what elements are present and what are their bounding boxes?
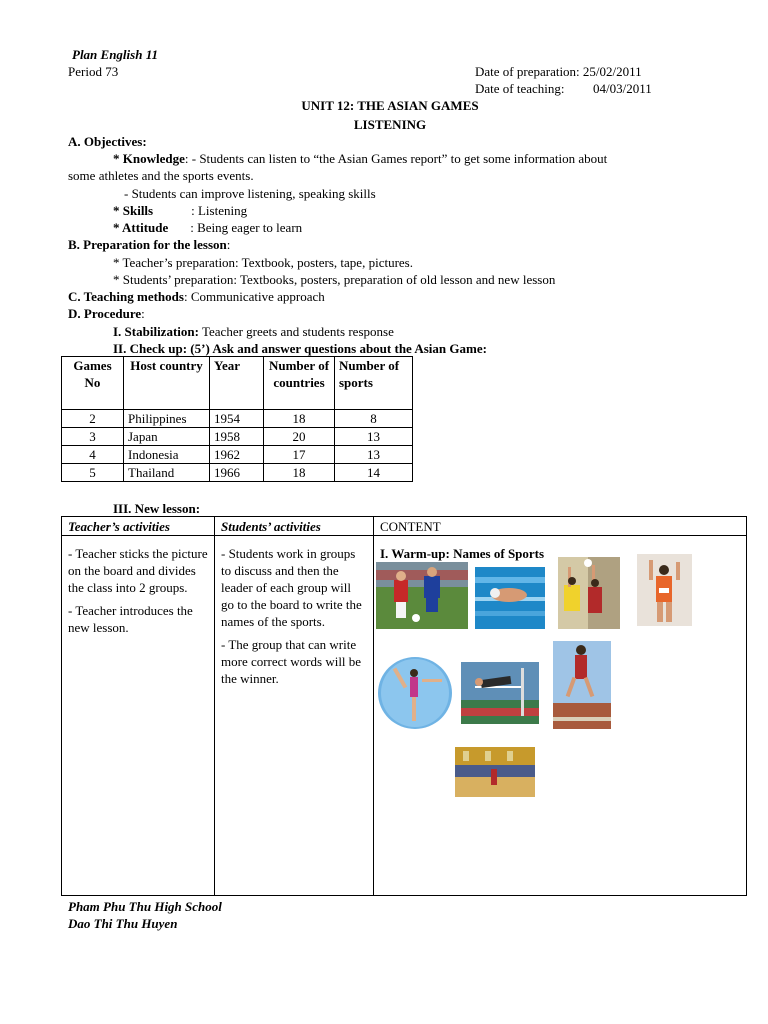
skills-line bbox=[113, 202, 247, 219]
student-activity: - The group that can write more correct words will be the winner. bbox=[221, 637, 362, 686]
table-row bbox=[62, 464, 413, 482]
long-jump-photo bbox=[553, 641, 611, 729]
high-jump-photo bbox=[461, 662, 539, 724]
countries-cell: 20 bbox=[264, 428, 335, 446]
stabilization-line bbox=[113, 323, 394, 340]
knowledge-line bbox=[113, 150, 607, 167]
host-country-cell: Philippines bbox=[124, 410, 210, 428]
swimming-photo bbox=[475, 567, 545, 629]
column-divider bbox=[373, 517, 374, 895]
teacher-activity: - Teacher introduces the new lesson. bbox=[68, 603, 193, 635]
gymnastics-photo bbox=[378, 657, 452, 729]
header-number-of-countries: Number of countries bbox=[264, 357, 335, 410]
attitude-label: * Attitude bbox=[113, 220, 169, 235]
column-divider bbox=[214, 517, 215, 895]
teaching-methods-line bbox=[68, 288, 325, 305]
date-of-teaching-label: Date of teaching: bbox=[475, 81, 565, 96]
students-activities-header: Students’ activities bbox=[221, 519, 321, 534]
sports-cell: 13 bbox=[335, 428, 413, 446]
students-preparation: * Students’ preparation: Textbooks, posters, preparation of old lesson and new lesson bbox=[113, 272, 556, 287]
header-year: Year bbox=[210, 357, 264, 410]
knowledge-label: * Knowledge bbox=[113, 151, 185, 166]
teacher-name: Dao Thi Thu Huyen bbox=[68, 916, 178, 931]
countries-cell: 17 bbox=[264, 446, 335, 464]
preparation-heading-line bbox=[68, 236, 230, 253]
attitude-line bbox=[113, 219, 302, 236]
stabilization-label: I. Stabilization: bbox=[113, 324, 199, 339]
year-cell: 1962 bbox=[210, 446, 264, 464]
table-row bbox=[62, 428, 413, 446]
content-header: CONTENT bbox=[380, 519, 441, 534]
table-header-row bbox=[62, 357, 413, 410]
header-number-of-sports: Number of sports bbox=[335, 357, 413, 410]
table-row bbox=[62, 446, 413, 464]
year-cell: 1958 bbox=[210, 428, 264, 446]
sports-cell: 13 bbox=[335, 446, 413, 464]
games-no-cell: 2 bbox=[62, 410, 124, 428]
procedure-heading: D. Procedure bbox=[68, 306, 142, 321]
preparation-heading-colon: : bbox=[226, 237, 231, 252]
lesson-subtitle: LISTENING bbox=[353, 117, 427, 132]
games-no-cell: 4 bbox=[62, 446, 124, 464]
knowledge-skills-improve: - Students can improve listening, speaking skills bbox=[124, 186, 376, 201]
knowledge-text-continued: some athletes and the sports events. bbox=[68, 168, 254, 183]
knowledge-text: : - Students can listen to “the Asian Games report” to get some information about bbox=[184, 151, 608, 166]
asian-games-table bbox=[61, 356, 413, 482]
new-lesson-heading: III. New lesson: bbox=[113, 501, 201, 516]
games-no-cell: 5 bbox=[62, 464, 124, 482]
skills-label: * Skills bbox=[113, 203, 154, 218]
arena-photo bbox=[455, 747, 535, 797]
warm-up-heading: I. Warm-up: Names of Sports bbox=[380, 546, 545, 561]
host-country-cell: Japan bbox=[124, 428, 210, 446]
teacher-activities-header: Teacher’s activities bbox=[68, 519, 170, 534]
header-games-no: Games No bbox=[62, 357, 124, 410]
preparation-heading: B. Preparation for the lesson bbox=[68, 237, 227, 252]
teacher-activities-cell bbox=[68, 545, 208, 642]
teaching-methods-text: : Communicative approach bbox=[183, 289, 325, 304]
volleyball-photo bbox=[558, 557, 620, 629]
countries-cell: 18 bbox=[264, 464, 335, 482]
sports-cell: 14 bbox=[335, 464, 413, 482]
host-country-cell: Thailand bbox=[124, 464, 210, 482]
countries-cell: 18 bbox=[264, 410, 335, 428]
procedure-heading-colon: : bbox=[141, 306, 145, 321]
procedure-heading-line bbox=[68, 305, 145, 322]
teaching-methods-heading: C. Teaching methods bbox=[68, 289, 184, 304]
football-photo bbox=[376, 562, 468, 629]
date-of-teaching-value: 04/03/2011 bbox=[593, 81, 652, 96]
games-no-cell: 3 bbox=[62, 428, 124, 446]
attitude-text: : Being eager to learn bbox=[190, 220, 303, 235]
student-activity: - Students work in groups to discuss and then the leader of each group will go to the board to write the names of the sports. bbox=[221, 546, 362, 629]
year-cell: 1954 bbox=[210, 410, 264, 428]
stabilization-text: Teacher greets and students response bbox=[198, 324, 394, 339]
table-row bbox=[62, 410, 413, 428]
skills-text: : Listening bbox=[191, 203, 248, 218]
year-cell: 1966 bbox=[210, 464, 264, 482]
sports-cell: 8 bbox=[335, 410, 413, 428]
school-name: Pham Phu Thu High School bbox=[68, 899, 222, 914]
runner-photo bbox=[637, 554, 692, 626]
host-country-cell: Indonesia bbox=[124, 446, 210, 464]
students-activities-cell bbox=[221, 545, 367, 693]
header-host-country: Host country bbox=[124, 357, 210, 410]
date-of-preparation: Date of preparation: 25/02/2011 bbox=[475, 64, 642, 79]
checkup-heading: II. Check up: (5’) Ask and answer questions about the Asian Game: bbox=[113, 341, 487, 356]
period-label: Period 73 bbox=[68, 64, 119, 79]
teacher-activity: - Teacher sticks the picture on the board and divides the class into 2 groups. bbox=[68, 546, 208, 595]
teacher-preparation: * Teacher’s preparation: Textbook, posters, tape, pictures. bbox=[113, 255, 413, 270]
plan-title: Plan English 11 bbox=[72, 47, 158, 62]
header-divider bbox=[62, 535, 746, 536]
activities-table bbox=[61, 516, 747, 896]
objectives-heading: A. Objectives: bbox=[68, 134, 147, 149]
unit-title: UNIT 12: THE ASIAN GAMES bbox=[301, 98, 479, 113]
